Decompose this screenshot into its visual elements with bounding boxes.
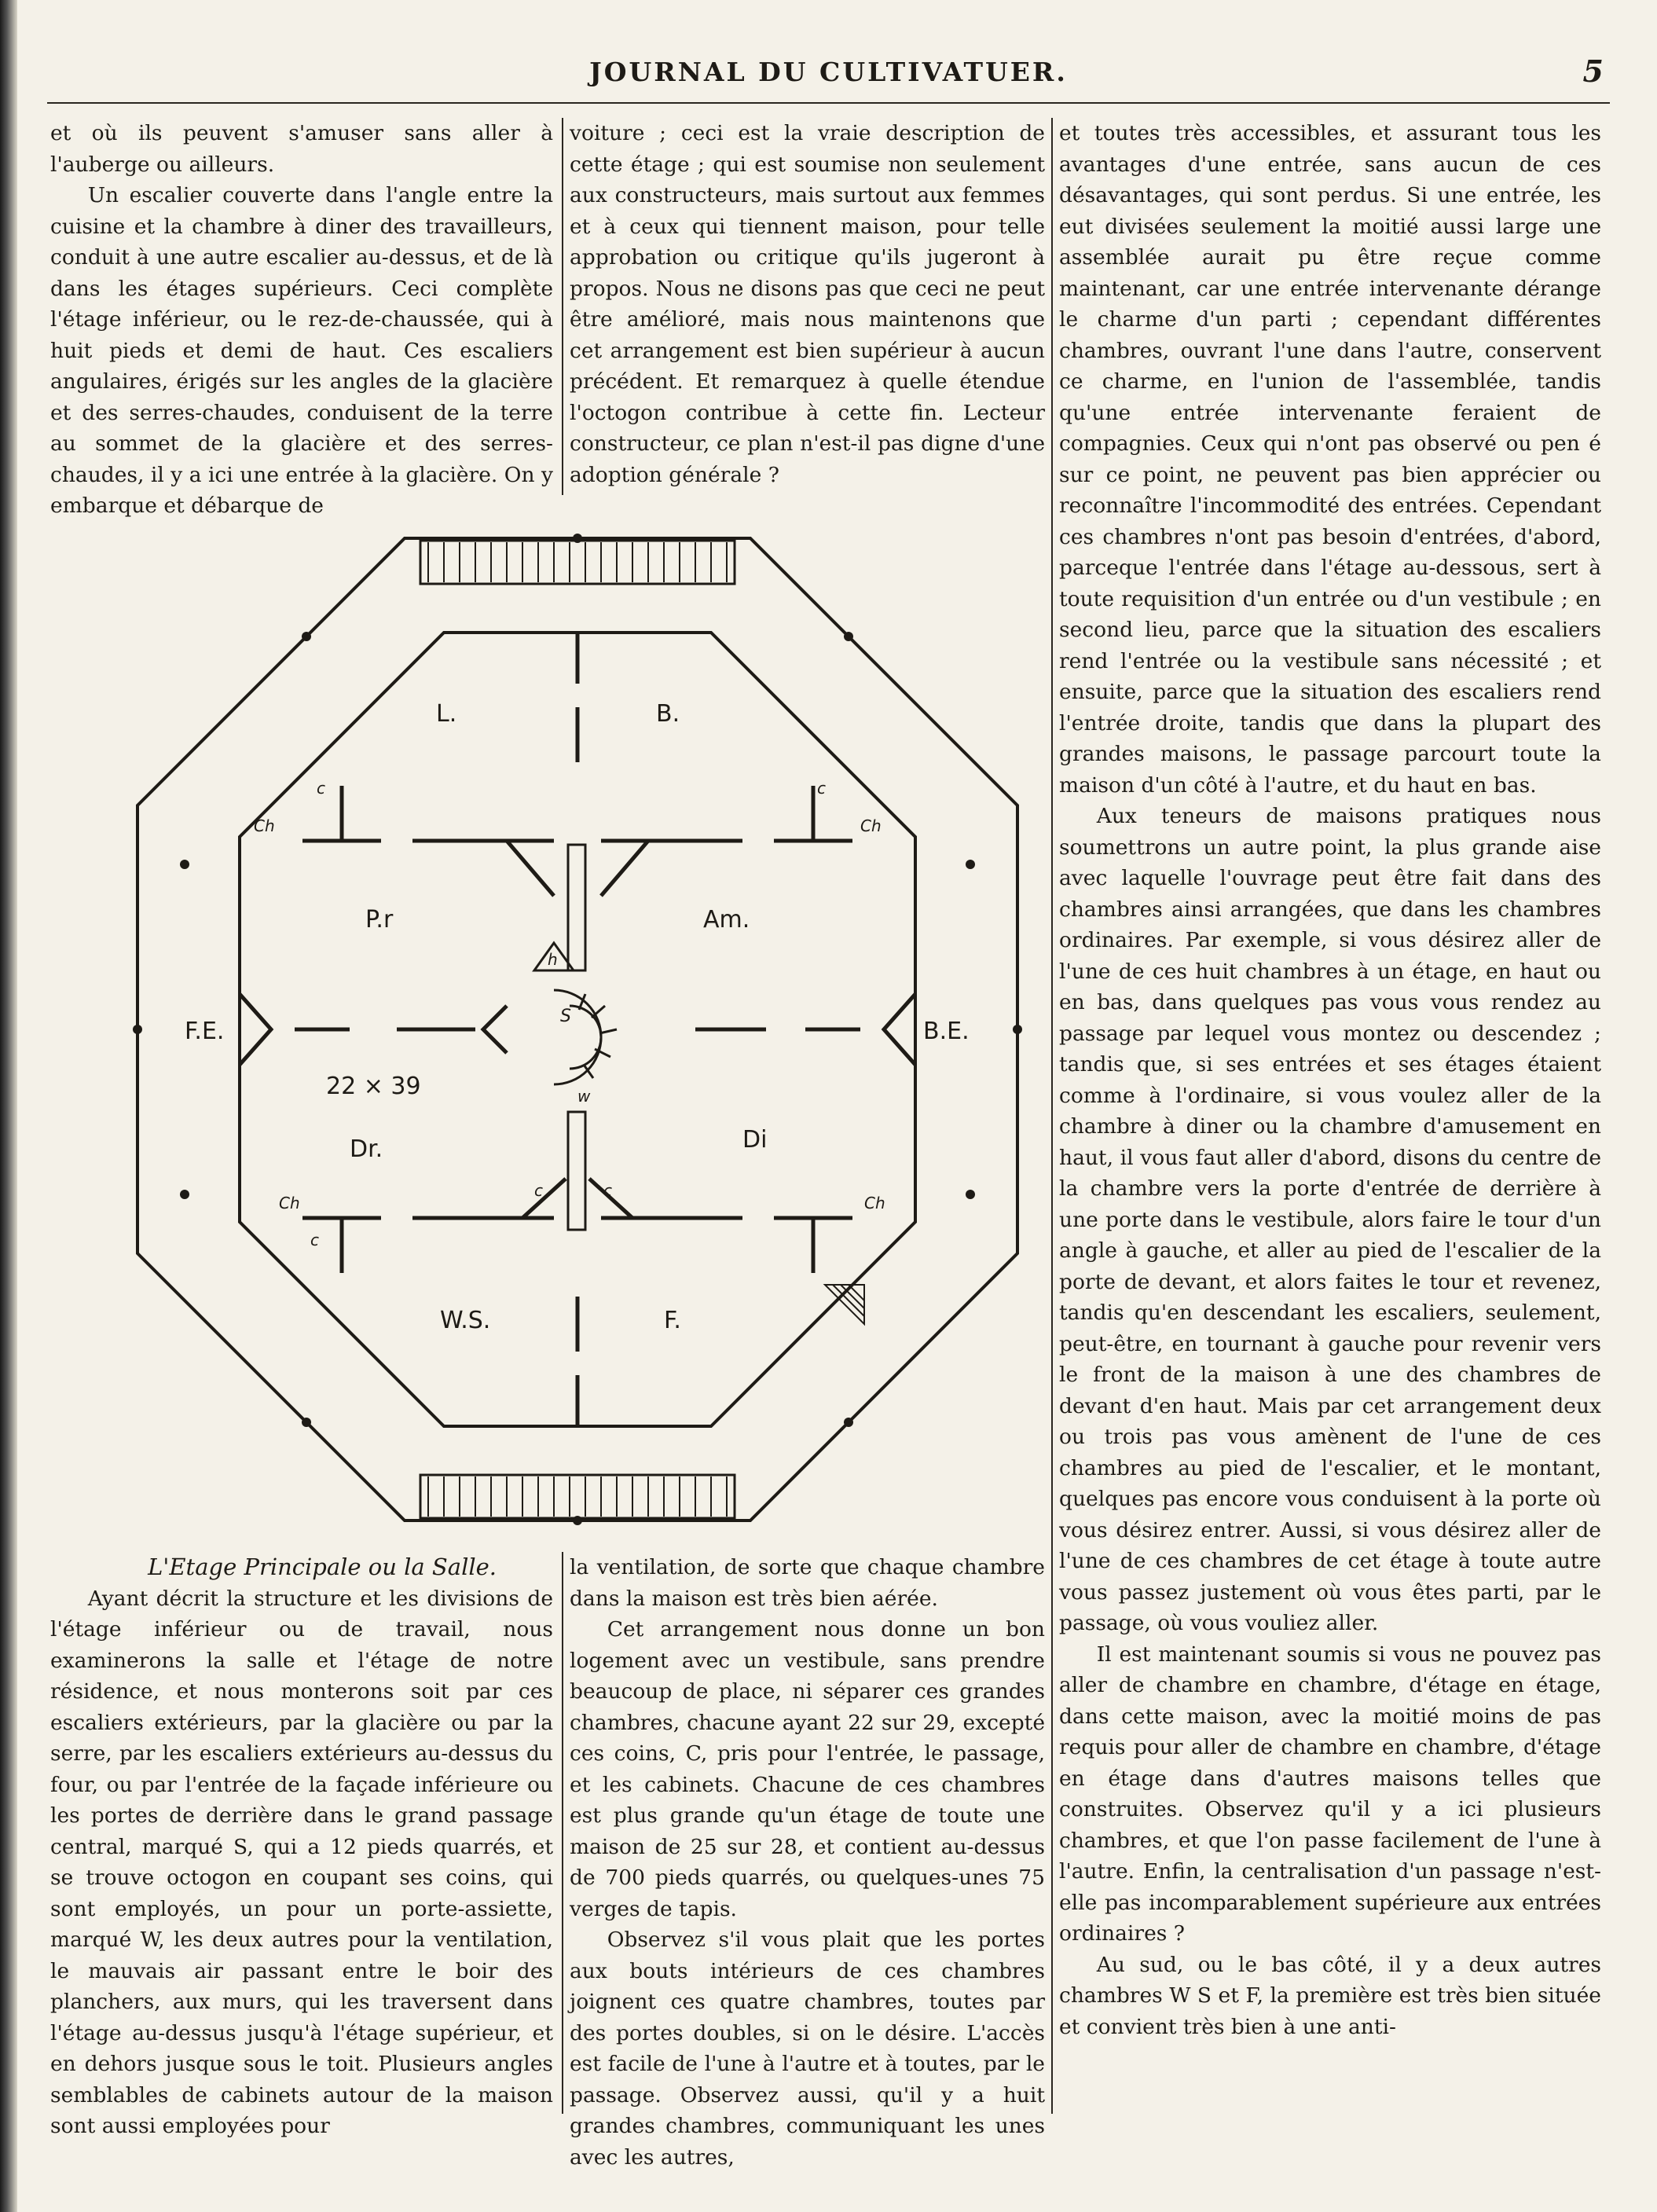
- paragraph: Ayant décrit la structure et les divisions de l'étage inférieur ou de travail, nous examinerons la salle et l'étage de notre résidence, et nous monterons soit par ces escaliers extérieurs, par la glacière ou par la serre, par les escaliers extérieurs au-dessus du four, ou par l'entrée de la façade inférieure ou les portes de derrière dans le grand passage central, marqué S, qui a 12 pieds quarrés, et se trouve octogon en coupant ses coins, qui sont employés, un pour un porte-assiette, marqué W, les deux autres pour la ventilation, le mauvais air passant entre le boir des planchers, aux murs, qui les traversent dans l'étage au-dessus jusqu'à l'étage supérieur, et en dehors jusque sous le toit. Plusieurs angles semblables de cabinets autour de la maison sont aussi employées pour: [50, 1586, 553, 2138]
- hoist-label: h: [548, 950, 558, 969]
- paragraph: Au sud, ou le bas côté, il y a deux autres chambres W S et F, la première est très bien située et convient très bien à une anti-: [1059, 1952, 1601, 2039]
- cabinet-label: c: [817, 779, 826, 798]
- room-label-dr: Dr.: [350, 1135, 383, 1163]
- column-rule: [1051, 118, 1053, 2114]
- column-3: [1059, 118, 1601, 2042]
- floor-plan-svg: [114, 519, 1041, 1540]
- cabinet-label: c: [603, 1181, 612, 1200]
- room-label-fe: F.E.: [185, 1018, 225, 1045]
- binding-edge: [0, 0, 17, 2212]
- room-label-pr: P.r: [365, 906, 394, 934]
- dumbwaiter-label: w: [577, 1087, 591, 1106]
- room-label-l: L.: [436, 700, 457, 728]
- room-label-di: Di: [742, 1126, 768, 1154]
- column-1-top: [50, 118, 553, 522]
- paragraph: la ventilation, de sorte que chaque chambre dans la maison est très bien aérée.: [570, 1555, 1045, 1611]
- paragraph: Observez s'il vous plait que les portes aux bouts intérieurs de ces chambres joignent ces quatre chambres, toutes par des portes doubles, si on le désire. L'accès est facile de l'une à l'autre et à toutes, par le passage. Observez aussi, qu'il y a huit grandes chambres, communiquant les unes avec les autres,: [570, 1928, 1045, 2170]
- page-header: [47, 47, 1610, 104]
- octagon-floor-plan: [114, 519, 1041, 1540]
- chimney-label: Ch: [254, 816, 275, 835]
- section-caption: L'Etage Principale ou la Salle.: [148, 1554, 497, 1580]
- central-spiral-stair: [534, 943, 617, 1084]
- column-rule: [562, 1552, 563, 2114]
- passage-label-s: S: [560, 1007, 571, 1026]
- running-title: JOURNAL DU CULTIVATUER.: [589, 57, 1068, 87]
- room-label-b: B.: [656, 700, 680, 728]
- bottom-stair-block: [420, 1475, 735, 1518]
- paragraph: Cet arrangement nous donne un bon logement avec un vestibule, sans prendre beaucoup de place, ni séparer ces grandes chambres, chacune ayant 22 sur 29, excepté ces coins, C, pris pour l'entrée, le passage, et les cabinets. Chacune de ces chambres est plus grande qu'un étage de toute une maison de 25 sur 28, et contient au-dessus de 700 pieds quarrés, ou quelques-unes 75 verges de tapis.: [570, 1617, 1045, 1921]
- paragraph: voiture ; ceci est la vraie description de cette étage ; qui est soumise non seulement aux constructeurs, mais surtout aux femmes et à ceux qui tiennent maison, pour telle approbation ou critique qu'ils jugeront à propos. Nous ne disons pas que ceci ne peut être amélioré, mais nous maintenons que cet arrangement est bien supérieur à aucun précédent. Et remarquez à quelle étendue l'octogon contribue à cette fin. Lecteur constructeur, ce plan n'est-il pas digne d'une adoption générale ?: [570, 121, 1045, 487]
- room-label-f: F.: [664, 1307, 681, 1334]
- cabinet-label: c: [534, 1181, 543, 1200]
- partition-walls: [240, 633, 915, 1426]
- paragraph: Un escalier couverte dans l'angle entre la cuisine et la chambre à diner des travailleurs, conduit à une autre escalier au-dessus, et de là dans les étages supérieurs. Ceci complète l'étage inférieur, ou le rez-de-chaussée, qui à huit pieds et demi de haut. Ces escaliers angulaires, érigés sur les angles de la glacière et des serres-chaudes, conduisent de la terre au sommet de la glacière et des serres-chaudes, il y a ici une entrée à la glacière. On y embarque et débarque de: [50, 183, 553, 518]
- top-stair-block: [420, 541, 735, 584]
- column-2-bottom: [570, 1552, 1045, 2173]
- paragraph: et où ils peuvent s'amuser sans aller à l'auberge ou ailleurs.: [50, 121, 553, 177]
- cabinet-label: c: [317, 779, 325, 798]
- room-label-be: B.E.: [923, 1018, 970, 1045]
- column-1-bottom: [50, 1552, 553, 2142]
- chimney-label: Ch: [860, 816, 882, 835]
- page-number: 5: [1582, 53, 1604, 89]
- room-dimensions: 22 × 39: [326, 1073, 421, 1100]
- chimney-label: Ch: [279, 1194, 300, 1212]
- paragraph: Aux teneurs de maisons pratiques nous soumettrons un autre point, la plus grande aise avec laquelle l'ouvrage peut être fait dans des chambres ainsi arrangées, que dans les chambres ordinaires. Par exemple, si vous désirez aller de l'une de ces huit chambres à un étage, en haut ou en bas, dans quelques pas vous vous rendez au passage par lequel vous montez ou descendez ; tandis que, si ses entrées et ses étages étaient comme à l'ordinaire, si vous voulez aller de la chambre à diner ou la chambre d'amusement en haut, il vous faut aller d'abord, disons du centre de la chambre vers la porte d'entrée de derrière à une porte dans le vestibule, alors faire le tour d'un angle à gauche, et aller au pied de l'escalier de la porte de devant, et alors faites le tour et revenez, tandis qu'en descendant les escaliers, seulement, peut-être, en tournant à gauche pour revenir vers le front de la maison à une des chambres de devant d'en haut. Mais par cet arrangement deux ou trois pas vous amènent de l'une de ces chambres au pied de l'escalier, et le montant, quelques pas encore vous conduisent à la porte où vous désirez entrer. Aussi, si vous désirez aller de l'une de ces chambres de cet étage à toute autre vous passez justement où vous êtes parti, par le passage, où vous vouliez aller.: [1059, 804, 1601, 1635]
- chimney-label: Ch: [864, 1194, 885, 1212]
- column-rule: [562, 118, 563, 495]
- room-label-ws: W.S.: [440, 1307, 491, 1334]
- room-label-am: Am.: [703, 906, 750, 934]
- column-2-top: [570, 118, 1045, 490]
- paragraph: et toutes très accessibles, et assurant tous les avantages d'une entrée, sans aucun de ces désavantages, qui sont perdus. Si une entrée, les eut divisées seulement la moitié aussi large une assemblée aurait pu être reçue comme maintenant, car une entrée intervenante dérange le charme d'un parti ; cependant différentes chambres, ouvrant l'une dans l'autre, conservent ce charme, en l'union de l'assemblée, tandis qu'une entrée intervenante feraient de compagnies. Ceux qui n'ont pas observé ou pen é sur ce point, ne peuvent pas bien apprécier ou reconnaître l'incommodité des entrées. Cependant ces chambres n'ont pas besoin d'entrées, d'abord, parceque l'entrée dans l'étage au-dessous, sert à toute requisition d'un entrée ou d'un vestibule ; en second lieu, parce que la situation des escaliers rend l'entrée ou la vestibule sans nécessité ; et ensuite, parce que la situation des escaliers rend l'entrée droite, tandis que dans la plupart des grandes maisons, le passage parcourt toute la maison d'un côté à l'autre, et du haut en bas.: [1059, 121, 1601, 798]
- cabinet-label: c: [310, 1231, 319, 1249]
- paragraph: Il est maintenant soumis si vous ne pouvez pas aller de chambre en chambre, d'étage en étage, dans cette maison, avec la moitié moins de pas requis pour aller de chambre en chambre, d'étage en étage dans d'autres maisons telles que construites. Observez qu'il y a ici plusieurs chambres, et que l'on passe facilement de l'une à l'autre. Enfin, la centralisation d'un passage n'est-elle pas incomparablement supérieure aux entrées ordinaires ?: [1059, 1642, 1601, 1946]
